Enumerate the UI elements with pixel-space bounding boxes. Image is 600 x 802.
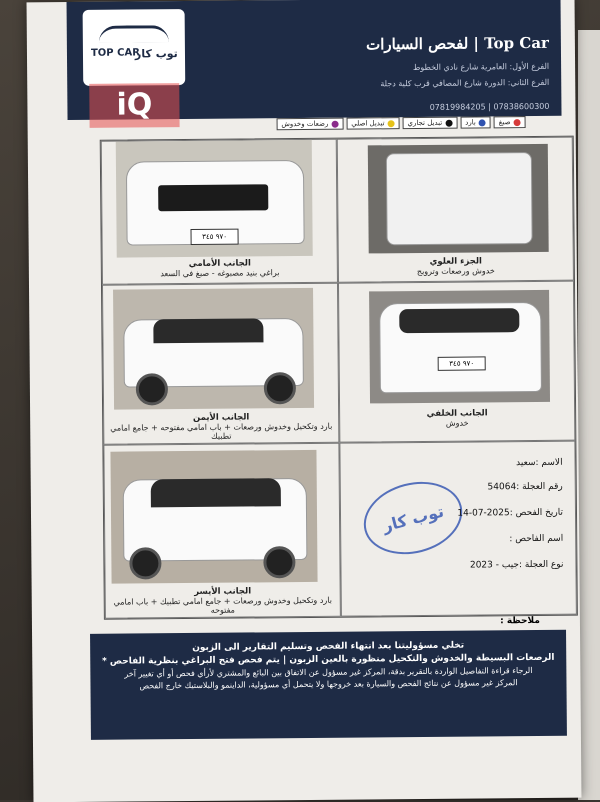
inspection-date: تاريخ الفحص :2025-07-14 [457,507,564,519]
yellow-dot-icon [387,120,394,127]
panel-title: الجانب الأيمن [192,412,250,423]
phone-numbers: 07819984205 | 07838600300 [429,101,550,112]
vehicle-number: رقم العجلة :54064 [487,481,563,493]
second-page-edge [578,30,600,800]
wheel-icon [263,546,295,578]
panel-title: الجانب الأمامي [188,258,251,270]
wheel-icon [264,372,296,404]
car-grill [158,184,268,211]
panel-note: خدوش ورصعات وترويج [416,266,495,277]
photo-grid [100,136,578,620]
panel-title: الجانب الأيسر [194,586,252,597]
panel-left-side [103,443,341,619]
blue-dot-icon [479,119,486,126]
inspector-name: اسم الفاحص : [509,533,564,545]
front-photo [116,140,313,258]
legend-item: صبغ [494,116,526,128]
rear-license-plate: ٩٧٠ ٣٤٥ [438,356,486,370]
legend-item: تبديل تجاري [402,117,457,129]
vehicle-info-panel [339,441,577,617]
panel-note: بارد وتكحيل وخدوش ورصعات + جامع امامي تطبيك + باب امامي مفتوحه [113,595,332,615]
panel-note: براغي بنيد مصبوغه - صبغ في السعد [160,268,280,279]
legend-item: تبديل اصلي [346,117,399,129]
panel-title: الجانب الخلفي [426,408,488,419]
disclaimer-line: الرصعات البسيطة والخدوش والتكحيل منظورة بالعين الزبون | يتم فحص فتح البراغي بنظرية الفاحص * [102,652,555,667]
right-photo [113,288,314,410]
damage-legend [276,116,525,130]
customer-name: الاسم :سعيد [516,457,563,469]
iq-watermark: iQ [89,83,179,128]
rear-photo [369,290,550,404]
panel-note: بارد وتكحيل وخدوش ورصعات + باب امامي مفتوحه + جامع امامي تطبيك [110,421,333,441]
disclaimer-line: تخلي مسؤوليتنا بعد انتهاء الفحص وتسليم التقارير الى الزبون [192,640,465,653]
purple-dot-icon [331,120,338,127]
disclaimer-footer [90,630,567,740]
wheel-icon [129,547,161,579]
car-windows [151,478,281,507]
legend-item: بارد [460,116,491,128]
branch-address-2: الفرع الثاني: الدورة شارع المصافي قرب كلية دجلة [380,77,550,89]
car-windows [153,318,263,343]
disclaimer-line: المركز غير مسؤول عن نتائج الفحص والسيارة بعد خروجها ولا يتحمل أي مسؤولية، الداينمو والبلاستيك خارج الفحص [139,678,518,691]
top-car-logo [83,9,186,86]
panel-title: الجزء العلوي [429,256,482,267]
wheel-icon [136,373,168,405]
brand-title: Top Car | لفحص السيارات [366,33,549,54]
disclaimer-line: الرجاء قراءة التفاصيل الواردة بالتقرير بدقة، المركز غير مسؤول عن الاتفاق بين البائع والمشتري لأرأي فحص أو أي تغيير آخر [124,666,533,679]
roof-photo [368,144,549,254]
vehicle-type: نوع العجلة :جيب - 2023 [469,559,564,571]
inspection-report-page [27,0,582,802]
car-roof-image [386,152,533,245]
panel-roof [337,137,574,283]
panel-right-side [102,283,339,445]
logo-text-en: TOP CAR [90,47,140,59]
rear-window [399,308,519,333]
logo-text-ar: توب كار [134,47,178,61]
left-photo [110,450,317,584]
company-stamp: توب كار [356,472,470,565]
panel-rear [338,281,575,443]
red-dot-icon [514,119,521,126]
panel-front [101,139,338,285]
front-license-plate: ٩٧٠ ٣٤٥ [191,229,239,245]
panel-note: خدوش [445,418,469,428]
notes-label: ملاحظة : [500,615,540,627]
legend-item: رضعات وخدوش [276,118,343,131]
black-dot-icon [445,119,452,126]
car-outline-icon [99,25,169,43]
branch-address-1: الفرع الأول: العامرية شارع نادي الخطوط [412,61,550,73]
